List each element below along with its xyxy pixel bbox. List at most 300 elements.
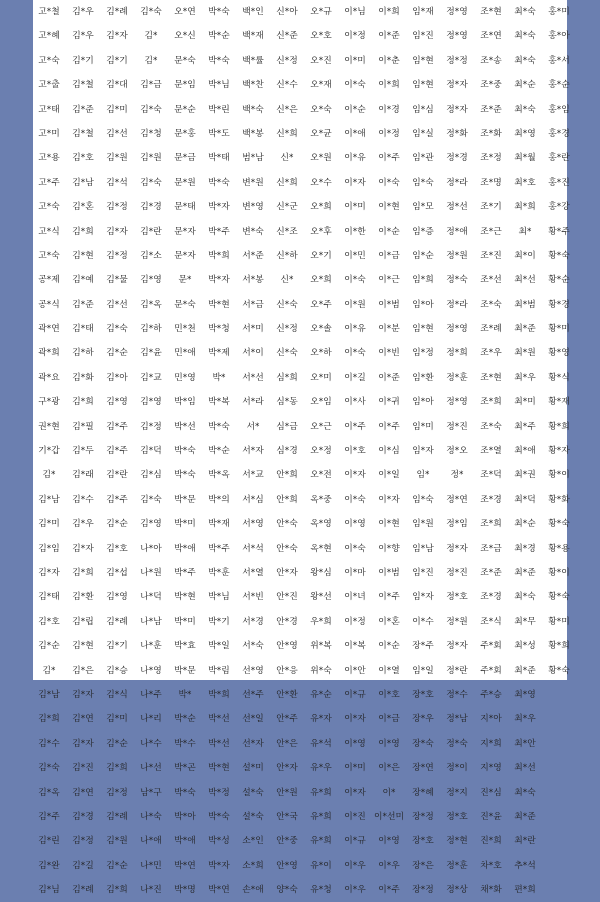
donor-name: 조*식 <box>480 616 502 627</box>
donor-name: 유*석 <box>310 738 332 749</box>
donor-name: 이*향 <box>378 543 400 554</box>
donor-name: 김*원 <box>140 153 162 164</box>
donor-row <box>33 73 570 97</box>
donor-name: 차*호 <box>480 860 502 871</box>
donor-name: 최*숙 <box>514 592 536 603</box>
donor-name: 정*현 <box>446 836 468 847</box>
donor-name: 이*자 <box>344 177 366 188</box>
donor-name: 박*순 <box>208 31 230 42</box>
donor-name: 나*아 <box>140 543 162 554</box>
donor-name: 나*애 <box>140 836 162 847</box>
donor-name: 조*명 <box>480 177 502 188</box>
donor-name: 김*희 <box>106 885 128 896</box>
donor-name: 박*제 <box>208 348 230 359</box>
donor-name: 김*원 <box>106 153 128 164</box>
donor-name: 조*송 <box>480 55 502 66</box>
donor-name: 김*아 <box>106 372 128 383</box>
donor-name: 이*유 <box>344 153 366 164</box>
donor-name: 이*미 <box>344 763 366 774</box>
donor-name: 이*춘 <box>378 55 400 66</box>
donor-name: 김*옥 <box>140 299 162 310</box>
donor-name: 정*자 <box>446 543 468 554</box>
donor-name: 오*전 <box>310 470 332 481</box>
donor-name: 심*희 <box>276 372 298 383</box>
donor-name: 안*영 <box>276 641 298 652</box>
donor-name: 서*석 <box>242 543 264 554</box>
donor-name: 나*원 <box>140 567 162 578</box>
donor-row <box>33 24 570 48</box>
donor-name: 김*정 <box>72 836 94 847</box>
donor-name: 장*혜 <box>412 787 434 798</box>
donor-name: 이*자 <box>344 470 366 481</box>
donor-name: 김*영 <box>106 592 128 603</box>
donor-row <box>33 0 570 24</box>
donor-name: 김*숙 <box>140 7 162 17</box>
donor-name: 장*호 <box>412 689 434 700</box>
donor-name: 소*희 <box>242 860 264 871</box>
donor-name: 정*오 <box>446 446 468 457</box>
donor-name: 안*숙 <box>276 543 298 554</box>
donor-name: 김*연 <box>72 714 94 725</box>
donor-name: 나*주 <box>140 689 162 700</box>
donor-name: 김*선 <box>106 299 128 310</box>
donor-name: 이*원 <box>344 299 366 310</box>
donor-name: 오*기 <box>310 250 332 261</box>
donor-name: 지*영 <box>480 763 502 774</box>
donor-name: 백*률 <box>242 55 264 66</box>
donor-name: 이*숙 <box>344 494 366 505</box>
donor-name: 김*숙 <box>140 494 162 505</box>
donor-name: 안*은 <box>276 738 298 749</box>
donor-row <box>33 98 570 122</box>
donor-name: 진*심 <box>480 787 502 798</box>
donor-name: 문*순 <box>174 104 196 115</box>
donor-name: 최*이 <box>514 250 536 261</box>
donor-name: 정*희 <box>446 348 468 359</box>
donor-name: 최*원 <box>514 348 536 359</box>
donor-name: 장*정 <box>412 811 434 822</box>
donor-name: 박*주 <box>208 226 230 237</box>
donor-name: 장*우 <box>412 714 434 725</box>
donor-name: 김*철 <box>72 128 94 139</box>
donor-row <box>33 488 570 512</box>
donor-name: 이*정 <box>344 31 366 42</box>
donor-name: 황*경 <box>548 299 570 310</box>
donor-name: 조*준 <box>480 104 502 115</box>
donor-name: 정*상 <box>446 885 468 896</box>
donor-name: 유*우 <box>310 763 332 774</box>
donor-name: 안*응 <box>276 665 298 676</box>
donor-name: 고*출 <box>38 80 60 91</box>
donor-name: 김*자 <box>72 738 94 749</box>
donor-name: 신*정 <box>276 55 298 66</box>
donor-name: 이*순 <box>378 226 400 237</box>
donor-name: 서*심 <box>242 494 264 505</box>
donor-name: 신* <box>280 153 294 164</box>
donor-name: 임*관 <box>412 153 434 164</box>
donor-row <box>33 439 570 463</box>
donor-name: 박*곤 <box>174 763 196 774</box>
donor-name: 고*숙 <box>38 250 60 261</box>
donor-name: 왕*선 <box>310 592 332 603</box>
donor-name: 정*라 <box>446 299 468 310</box>
donor-name: 이*님 <box>344 7 366 17</box>
donor-name: 유*희 <box>310 787 332 798</box>
donor-name: 박*효 <box>174 641 196 652</box>
donor-name: 박*연 <box>174 860 196 871</box>
donor-name: 신*숙 <box>276 348 298 359</box>
donor-name: 김*진 <box>72 763 94 774</box>
donor-name: 이*희 <box>378 7 400 17</box>
donor-name: 나*영 <box>140 665 162 676</box>
donor-name: 박*숙 <box>208 811 230 822</box>
donor-name: 김*영 <box>140 397 162 408</box>
donor-name: 이*범 <box>378 567 400 578</box>
donor-name: 조*화 <box>480 128 502 139</box>
donor-name: 임*희 <box>412 275 434 286</box>
donor-name: 최*선 <box>514 763 536 774</box>
donor-name: 심*금 <box>276 421 298 432</box>
donor-name: 설*미 <box>242 763 264 774</box>
donor-name: 김*경 <box>140 202 162 213</box>
donor-row <box>33 732 567 756</box>
donor-name: 최*주 <box>514 421 536 432</box>
donor-name: 백*찬 <box>242 80 264 91</box>
donor-name: 신* <box>280 275 294 286</box>
donor-name: 유*희 <box>310 836 332 847</box>
donor-name: 장*은 <box>412 860 434 871</box>
donor-name: 왕*심 <box>310 567 332 578</box>
donor-list-sheet <box>33 0 570 896</box>
donor-name: 박*옥 <box>208 470 230 481</box>
donor-name: 옥*현 <box>310 543 332 554</box>
donor-name: 홍*란 <box>548 153 570 164</box>
donor-name: 김*자 <box>72 543 94 554</box>
donor-name: 김*호 <box>106 543 128 554</box>
donor-name: 정*영 <box>446 397 468 408</box>
donor-name: 이*범 <box>378 299 400 310</box>
donor-name: 서*교 <box>242 470 264 481</box>
donor-name: 장*숙 <box>412 738 434 749</box>
donor-name: 이*빈 <box>378 348 400 359</box>
donor-name: 정*훈 <box>446 372 468 383</box>
donor-name: 김*정 <box>106 202 128 213</box>
donor-name: 박*림 <box>208 665 230 676</box>
donor-name: 홍*서 <box>548 55 570 66</box>
donor-name: 이*녀 <box>344 592 366 603</box>
donor-name: 이*길 <box>344 372 366 383</box>
donor-name: 김*원 <box>106 836 128 847</box>
donor-name: 김*님 <box>38 885 60 896</box>
donor-name: 신*군 <box>276 202 298 213</box>
donor-name: 이*우 <box>344 860 366 871</box>
donor-name: 이*분 <box>378 324 400 335</box>
donor-name: 변*원 <box>242 177 264 188</box>
donor-name: 김*윤 <box>140 348 162 359</box>
donor-row <box>33 244 570 268</box>
donor-name: 오*숙 <box>310 104 332 115</box>
donor-name: 이*복 <box>344 641 366 652</box>
donor-name: 이*숙 <box>344 275 366 286</box>
donor-name: 서*라 <box>242 397 264 408</box>
donor-name: 이*규 <box>344 836 366 847</box>
donor-name: 임*현 <box>412 55 434 66</box>
donor-name: 김*미 <box>106 714 128 725</box>
donor-name: 이*숙 <box>344 543 366 554</box>
donor-name: 정*란 <box>446 665 468 676</box>
donor-name: 정*자 <box>446 80 468 91</box>
donor-name: 정*영 <box>446 7 468 17</box>
donor-name: 이*혼 <box>378 616 400 627</box>
donor-name: 황*화 <box>548 494 570 505</box>
donor-name: 오*균 <box>310 128 332 139</box>
donor-name: 이*금 <box>378 714 400 725</box>
donor-name: 황*재 <box>548 397 570 408</box>
donor-name: 이*애 <box>344 128 366 139</box>
donor-name: 오*규 <box>310 7 332 17</box>
donor-name: 임*모 <box>412 202 434 213</box>
donor-name: 김*희 <box>106 763 128 774</box>
donor-name: 최*준 <box>514 324 536 335</box>
donor-name: 박*연 <box>208 885 230 896</box>
donor-name: 이*정 <box>344 616 366 627</box>
donor-name: 임*자 <box>412 592 434 603</box>
donor-name: 임*현 <box>412 80 434 91</box>
donor-name: 안*숙 <box>276 519 298 530</box>
donor-row <box>33 878 567 902</box>
donor-name: 최*안 <box>514 738 536 749</box>
donor-name: 민*천 <box>174 324 196 335</box>
donor-name: 민*애 <box>174 348 196 359</box>
donor-name: 나*남 <box>140 616 162 627</box>
donor-name: 최*호 <box>514 177 536 188</box>
donor-name: 김*교 <box>140 372 162 383</box>
donor-name: 이*금 <box>378 250 400 261</box>
donor-name: 김*자 <box>106 31 128 42</box>
donor-name: 조*선 <box>480 275 502 286</box>
donor-name: 소*인 <box>242 836 264 847</box>
donor-name: 김*두 <box>72 446 94 457</box>
donor-name: 이*선미 <box>374 811 404 822</box>
donor-name: 나*훈 <box>140 641 162 652</box>
donor-name: 정*수 <box>446 689 468 700</box>
donor-name: 임*환 <box>412 372 434 383</box>
donor-name: 임*아 <box>412 397 434 408</box>
donor-name: 임*증 <box>412 226 434 237</box>
donor-name: 장*주 <box>412 641 434 652</box>
donor-name: 심*동 <box>276 397 298 408</box>
donor-name: 박*님 <box>208 80 230 91</box>
donor-name: 박*미 <box>174 616 196 627</box>
donor-name: 김*태 <box>72 324 94 335</box>
donor-name: 박*아 <box>174 811 196 822</box>
donor-name: 정*진 <box>446 421 468 432</box>
donor-name: 정*진 <box>446 567 468 578</box>
donor-name: 김*경 <box>72 811 94 822</box>
donor-row <box>33 390 570 414</box>
donor-row <box>33 805 567 829</box>
donor-name: 김*준 <box>72 104 94 115</box>
donor-name: 임*진 <box>412 567 434 578</box>
donor-name: 신*정 <box>276 324 298 335</box>
donor-name: 백*인 <box>242 7 264 17</box>
donor-name: 이*준 <box>378 372 400 383</box>
donor-name: 박*태 <box>208 153 230 164</box>
donor-name: 황*영 <box>548 348 570 359</box>
donor-name: 김*우 <box>72 31 94 42</box>
donor-name: 안*자 <box>276 567 298 578</box>
donor-name: 나*진 <box>140 885 162 896</box>
donor-name: 홍*진 <box>548 177 570 188</box>
donor-name: 황*이 <box>548 567 570 578</box>
donor-name: 박*애 <box>174 836 196 847</box>
donor-name: 변*숙 <box>242 226 264 237</box>
donor-name: 나*선 <box>140 763 162 774</box>
donor-name: 황*숙 <box>548 665 570 676</box>
donor-name: 정*화 <box>446 128 468 139</box>
donor-name: 홍*강 <box>548 202 570 213</box>
donor-name: 옥*영 <box>310 519 332 530</box>
donor-name: 서*이 <box>242 348 264 359</box>
donor-name: 김*화 <box>72 372 94 383</box>
donor-row <box>33 610 570 634</box>
donor-name: 김*례 <box>106 7 128 17</box>
donor-name: 안*희 <box>276 494 298 505</box>
donor-name: 홍*순 <box>548 80 570 91</box>
donor-name: 정*호 <box>446 592 468 603</box>
donor-name: 정*남 <box>446 714 468 725</box>
donor-name: 박*기 <box>208 616 230 627</box>
donor-name: 선*영 <box>242 665 264 676</box>
donor-name: 고*식 <box>38 226 60 237</box>
donor-name: 정*호 <box>446 811 468 822</box>
donor-name: 안*중 <box>276 836 298 847</box>
donor-name: 곽*요 <box>38 372 60 383</box>
donor-name: 주*회 <box>480 641 502 652</box>
donor-name: 서*선 <box>242 372 264 383</box>
donor-name: 박*순 <box>174 714 196 725</box>
donor-name: 고*혜 <box>38 31 60 42</box>
donor-name: 박*일 <box>208 641 230 652</box>
donor-name: 박*정 <box>208 787 230 798</box>
donor-name: 이*경 <box>378 104 400 115</box>
donor-name: 오*진 <box>310 55 332 66</box>
donor-name: 임*현 <box>412 324 434 335</box>
donor-name: 조*열 <box>480 446 502 457</box>
donor-row <box>33 829 567 853</box>
donor-name: 오*신 <box>174 31 196 42</box>
donor-name: 김*철 <box>72 80 94 91</box>
donor-name: 민*영 <box>174 372 196 383</box>
donor-name: 김*정 <box>140 421 162 432</box>
donor-name: 고*용 <box>38 153 60 164</box>
donor-row <box>33 49 570 73</box>
donor-name: 정*훈 <box>446 860 468 871</box>
donor-name: 박*희 <box>208 250 230 261</box>
donor-name: 오*희 <box>310 275 332 286</box>
donor-name: 이*숙 <box>344 348 366 359</box>
donor-name: 신*숙 <box>276 299 298 310</box>
donor-name: 신*준 <box>276 31 298 42</box>
donor-name: 나*수 <box>140 738 162 749</box>
donor-name: 박*숙 <box>208 55 230 66</box>
donor-name: 손*애 <box>242 885 264 896</box>
donor-name: 오*하 <box>310 348 332 359</box>
donor-name: 김*자 <box>106 226 128 237</box>
donor-name: 김*희 <box>38 714 60 725</box>
donor-name: 오*후 <box>310 226 332 237</box>
donor-name: 우*희 <box>310 616 332 627</box>
donor-name: 황*미 <box>548 324 570 335</box>
donor-name: 정*이 <box>446 763 468 774</box>
donor-name: 채*화 <box>480 885 502 896</box>
donor-name: 서* <box>246 421 260 432</box>
donor-name: 서*숙 <box>242 641 264 652</box>
donor-name: 이*순 <box>378 641 400 652</box>
donor-name: 고*미 <box>38 128 60 139</box>
donor-name: 변*영 <box>242 202 264 213</box>
donor-name: 이*영 <box>378 836 400 847</box>
donor-name: 김*혼 <box>72 202 94 213</box>
donor-name: 박*의 <box>208 494 230 505</box>
donor-name: 고*주 <box>38 177 60 188</box>
donor-name: 문*홍 <box>174 128 196 139</box>
donor-name: 문*숙 <box>174 299 196 310</box>
donor-name: 이*미 <box>344 202 366 213</box>
donor-name: 박*선 <box>208 738 230 749</box>
donor-name: 이*희 <box>378 80 400 91</box>
donor-name: 최*숙 <box>514 787 536 798</box>
donor-name: 정*영 <box>446 324 468 335</box>
donor-name: 조*현 <box>480 7 502 17</box>
donor-name: 서*경 <box>242 616 264 627</box>
donor-name: 박*문 <box>174 665 196 676</box>
donor-name: 이*우 <box>344 885 366 896</box>
donor-name: 김*물 <box>106 275 128 286</box>
donor-name: 신*조 <box>276 226 298 237</box>
donor-name: 안*원 <box>276 787 298 798</box>
donor-name: 박*훈 <box>208 567 230 578</box>
donor-name: 김*란 <box>140 226 162 237</box>
donor-name: 고*철 <box>38 7 60 17</box>
donor-name: 김*래 <box>72 470 94 481</box>
donor-name: 김*례 <box>72 885 94 896</box>
donor-name: 이*한 <box>344 226 366 237</box>
donor-row <box>33 171 570 195</box>
donor-name: 정*경 <box>446 153 468 164</box>
donor-name: 이*일 <box>378 470 400 481</box>
donor-row <box>33 268 570 292</box>
donor-name: 오*호 <box>310 31 332 42</box>
donor-row <box>33 561 570 585</box>
donor-name: 정*라 <box>446 177 468 188</box>
donor-row <box>33 634 570 658</box>
donor-name: 편*희 <box>514 885 536 896</box>
donor-name: 김*립 <box>72 616 94 627</box>
donor-name: 김*주 <box>106 421 128 432</box>
donor-name: 김*임 <box>38 543 60 554</box>
donor-name: 서*준 <box>242 250 264 261</box>
donor-name: 박*명 <box>174 885 196 896</box>
donor-name: 최*숙 <box>514 7 536 17</box>
donor-name: 김* <box>144 31 158 42</box>
donor-name: 김*하 <box>140 324 162 335</box>
donor-name: 오*솔 <box>310 324 332 335</box>
donor-name: 박*숙 <box>174 446 196 457</box>
donor-name-grid <box>33 0 570 902</box>
donor-name: 문*숙 <box>174 55 196 66</box>
donor-name: 신*희 <box>276 128 298 139</box>
